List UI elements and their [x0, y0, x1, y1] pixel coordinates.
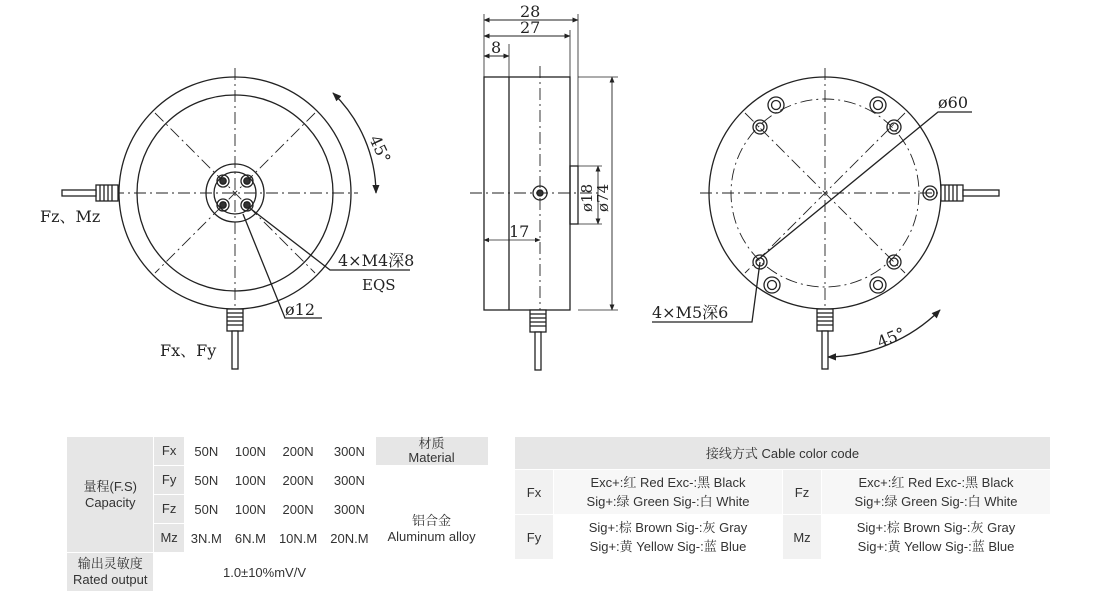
diameter-12-callout: ø12 [285, 300, 315, 319]
cable-code-line: Sig+:黄 Yellow Sig-:蓝 Blue [857, 539, 1015, 554]
value-cell: 300N [324, 437, 375, 466]
cable-codes [822, 470, 1051, 515]
value-cell: 300N [324, 495, 375, 524]
value-cell: 50N [184, 437, 228, 466]
dim-17: 17 [509, 222, 530, 241]
value-cell: 10N.M [272, 524, 323, 553]
value-cell: 50N [184, 495, 228, 524]
output-label-cn: 输出灵敏度 [77, 556, 143, 571]
value-cell: 3N.M [184, 524, 228, 553]
value-cell: 6N.M [228, 524, 272, 553]
cable-code-line: Sig+:绿 Green Sig-:白 White [586, 494, 750, 509]
m5-thread-callout: 4×M5深6 [652, 303, 729, 322]
value-cell: 50N [184, 466, 228, 495]
material-value [375, 466, 488, 592]
cable-code-line: Exc+:红 Red Exc-:黑 Black [590, 475, 746, 490]
cable-codes [554, 515, 783, 560]
rear-angle-label: 45° [874, 323, 908, 352]
value-cell: 200N [272, 437, 323, 466]
output-value: 1.0±10%mV/V [154, 553, 375, 592]
cable-axis: Mz [783, 515, 822, 560]
side-body [484, 77, 570, 310]
rear-bolt-holes [753, 97, 937, 293]
pcd-60-callout: ø60 [938, 93, 968, 112]
cable-table-title: 接线方式 Cable color code [515, 437, 1051, 470]
dim-74: ø74 [594, 183, 612, 212]
cable-left [62, 185, 118, 201]
value-cell: 200N [272, 466, 323, 495]
value-cell: 20N.M [324, 524, 375, 553]
cable-label-fx-fy: Fx、Fy [160, 341, 217, 360]
side-boss [570, 166, 578, 224]
axis-cell: Fx [154, 437, 184, 466]
value-cell: 300N [324, 466, 375, 495]
cable-codes [822, 515, 1051, 560]
spec-table [66, 436, 489, 592]
dim-28: 28 [520, 2, 541, 21]
dim-27: 27 [520, 18, 541, 37]
value-cell: 100N [228, 437, 272, 466]
material-value-cn: 铝合金 [412, 512, 452, 528]
output-label-en: Rated output [73, 572, 148, 587]
dim-8: 8 [491, 38, 502, 57]
cable-color-table [514, 436, 1051, 560]
cable-code-line: Sig+:黄 Yellow Sig-:蓝 Blue [589, 539, 747, 554]
cable-label-fz-mz: Fz、Mz [40, 207, 101, 226]
cable-axis: Fz [783, 470, 822, 515]
cable-code-line: Sig+:棕 Brown Sig-:灰 Gray [856, 520, 1016, 535]
output-label [67, 553, 154, 592]
value-cell: 200N [272, 495, 323, 524]
material-header-en: Material [408, 450, 455, 465]
material-header-cn: 材质 [418, 436, 445, 451]
value-cell: 100N [228, 495, 272, 524]
eqs-label: EQS [362, 276, 396, 294]
material-header [375, 437, 488, 466]
cable-code-line: Sig+:棕 Brown Sig-:灰 Gray [588, 520, 748, 535]
cable-code-line: Exc+:红 Red Exc-:黑 Black [858, 475, 1014, 490]
cable-axis: Fy [515, 515, 554, 560]
axis-cell: Mz [154, 524, 184, 553]
cable-codes [554, 470, 783, 515]
front-view [62, 68, 410, 369]
capacity-label-en: Capacity [84, 494, 136, 510]
rear-view [652, 68, 999, 369]
capacity-label-cn: 量程(F.S) [83, 478, 137, 494]
capacity-label [67, 437, 154, 553]
material-value-en: Aluminum alloy [387, 528, 476, 544]
axis-cell: Fy [154, 466, 184, 495]
cable-axis: Fx [515, 470, 554, 515]
dim-18: ø18 [578, 183, 596, 212]
cable-code-line: Sig+:绿 Green Sig-:白 White [854, 494, 1018, 509]
cable-bottom [227, 309, 243, 369]
front-angle-label: 45° [365, 132, 395, 167]
axis-cell: Fz [154, 495, 184, 524]
m4-thread-callout: 4×M4深8 [338, 251, 415, 270]
value-cell: 100N [228, 466, 272, 495]
